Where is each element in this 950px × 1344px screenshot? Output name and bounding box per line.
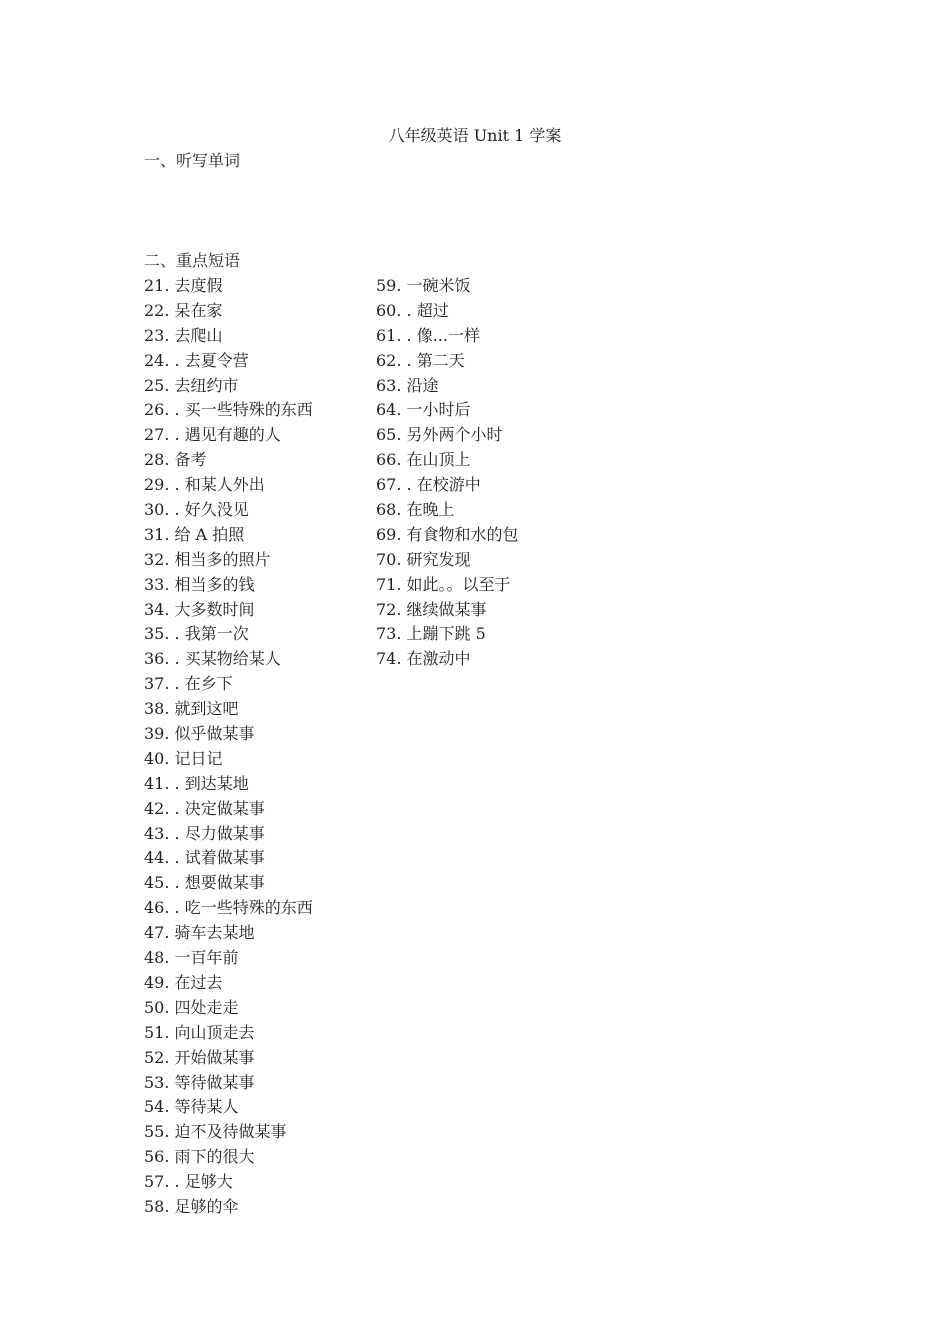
- phrase-item: 65. 另外两个小时: [376, 425, 503, 445]
- phrase-item: 24. . 去夏令营: [144, 350, 249, 370]
- phrase-item: 36. . 买某物给某人: [144, 649, 281, 669]
- phrase-item: 43. . 尽力做某事: [144, 823, 265, 843]
- phrase-item: 50. 四处走走: [144, 997, 239, 1017]
- phrase-item: 21. 去度假: [144, 276, 223, 295]
- phrase-item: 59. 一碗米饭: [376, 276, 471, 295]
- phrase-item: 23. 去爬山: [144, 325, 223, 345]
- phrase-item: 67. . 在校游中: [376, 475, 481, 495]
- section-heading-key-phrases: 二、重点短语: [144, 251, 241, 270]
- phrase-item: 37. . 在乡下: [144, 674, 233, 694]
- phrase-item: 46. . 吃一些特殊的东西: [144, 898, 313, 918]
- phrase-item: 35. . 我第一次: [144, 624, 249, 644]
- phrase-item: 30. . 好久没见: [144, 500, 249, 520]
- phrase-item: 62. . 第二天: [376, 350, 465, 370]
- phrase-item: 73. 上蹦下跳 5: [376, 624, 486, 644]
- phrase-item: 38. 就到这吧: [144, 699, 239, 719]
- phrase-item: 55. 迫不及待做某事: [144, 1122, 287, 1142]
- phrase-item: 74. 在激动中: [376, 649, 471, 669]
- phrase-item: 27. . 遇见有趣的人: [144, 425, 281, 445]
- phrase-item: 61. . 像...一样: [376, 325, 480, 345]
- phrase-item: 49. 在过去: [144, 972, 223, 992]
- phrase-item: 26. . 买一些特殊的东西: [144, 400, 313, 420]
- phrase-item: 58. 足够的伞: [144, 1196, 239, 1216]
- phrase-item: 60. . 超过: [376, 300, 449, 320]
- phrase-item: 64. 一小时后: [376, 400, 471, 420]
- phrase-item: 48. 一百年前: [144, 948, 239, 968]
- phrase-item: 41. . 到达某地: [144, 773, 249, 793]
- phrase-item: 25. 去纽约市: [144, 375, 239, 395]
- phrase-item: 72. 继续做某事: [376, 599, 487, 619]
- phrase-item: 70. 研究发现: [376, 549, 471, 569]
- section-heading-dictation: 一、听写单词: [144, 151, 241, 170]
- phrase-item: 29. . 和某人外出: [144, 475, 265, 495]
- phrase-item: 32. 相当多的照片: [144, 549, 271, 569]
- phrase-item: 22. 呆在家: [144, 300, 223, 320]
- phrase-list-left: [144, 276, 313, 1222]
- phrase-item: 42. . 决定做某事: [144, 798, 265, 818]
- phrase-item: 57. . 足够大: [144, 1172, 233, 1192]
- page-title: 八年级英语 Unit 1 学案: [388, 126, 562, 145]
- phrase-item: 52. 开始做某事: [144, 1047, 255, 1067]
- phrase-item: 31. 给 A 拍照: [144, 524, 245, 544]
- phrase-item: 33. 相当多的钱: [144, 574, 255, 594]
- phrase-item: 51. 向山顶走去: [144, 1022, 255, 1042]
- phrase-item: 69. 有食物和水的包: [376, 524, 519, 544]
- phrase-item: 44. . 试着做某事: [144, 848, 265, 868]
- phrase-item: 28. 备考: [144, 450, 207, 470]
- phrase-item: 71. 如此。。以至于: [376, 574, 511, 594]
- phrase-item: 40. 记日记: [144, 748, 223, 768]
- phrase-item: 66. 在山顶上: [376, 450, 471, 470]
- phrase-item: 56. 雨下的很大: [144, 1147, 255, 1167]
- phrase-item: 39. 似乎做某事: [144, 724, 255, 744]
- phrase-item: 34. 大多数时间: [144, 599, 255, 619]
- phrase-item: 53. 等待做某事: [144, 1072, 255, 1092]
- phrase-item: 63. 沿途: [376, 375, 439, 395]
- phrase-item: 47. 骑车去某地: [144, 923, 255, 943]
- phrase-list-right: [376, 276, 519, 674]
- phrase-item: 54. 等待某人: [144, 1097, 239, 1117]
- phrase-item: 68. 在晚上: [376, 500, 455, 520]
- phrase-item: 45. . 想要做某事: [144, 873, 265, 893]
